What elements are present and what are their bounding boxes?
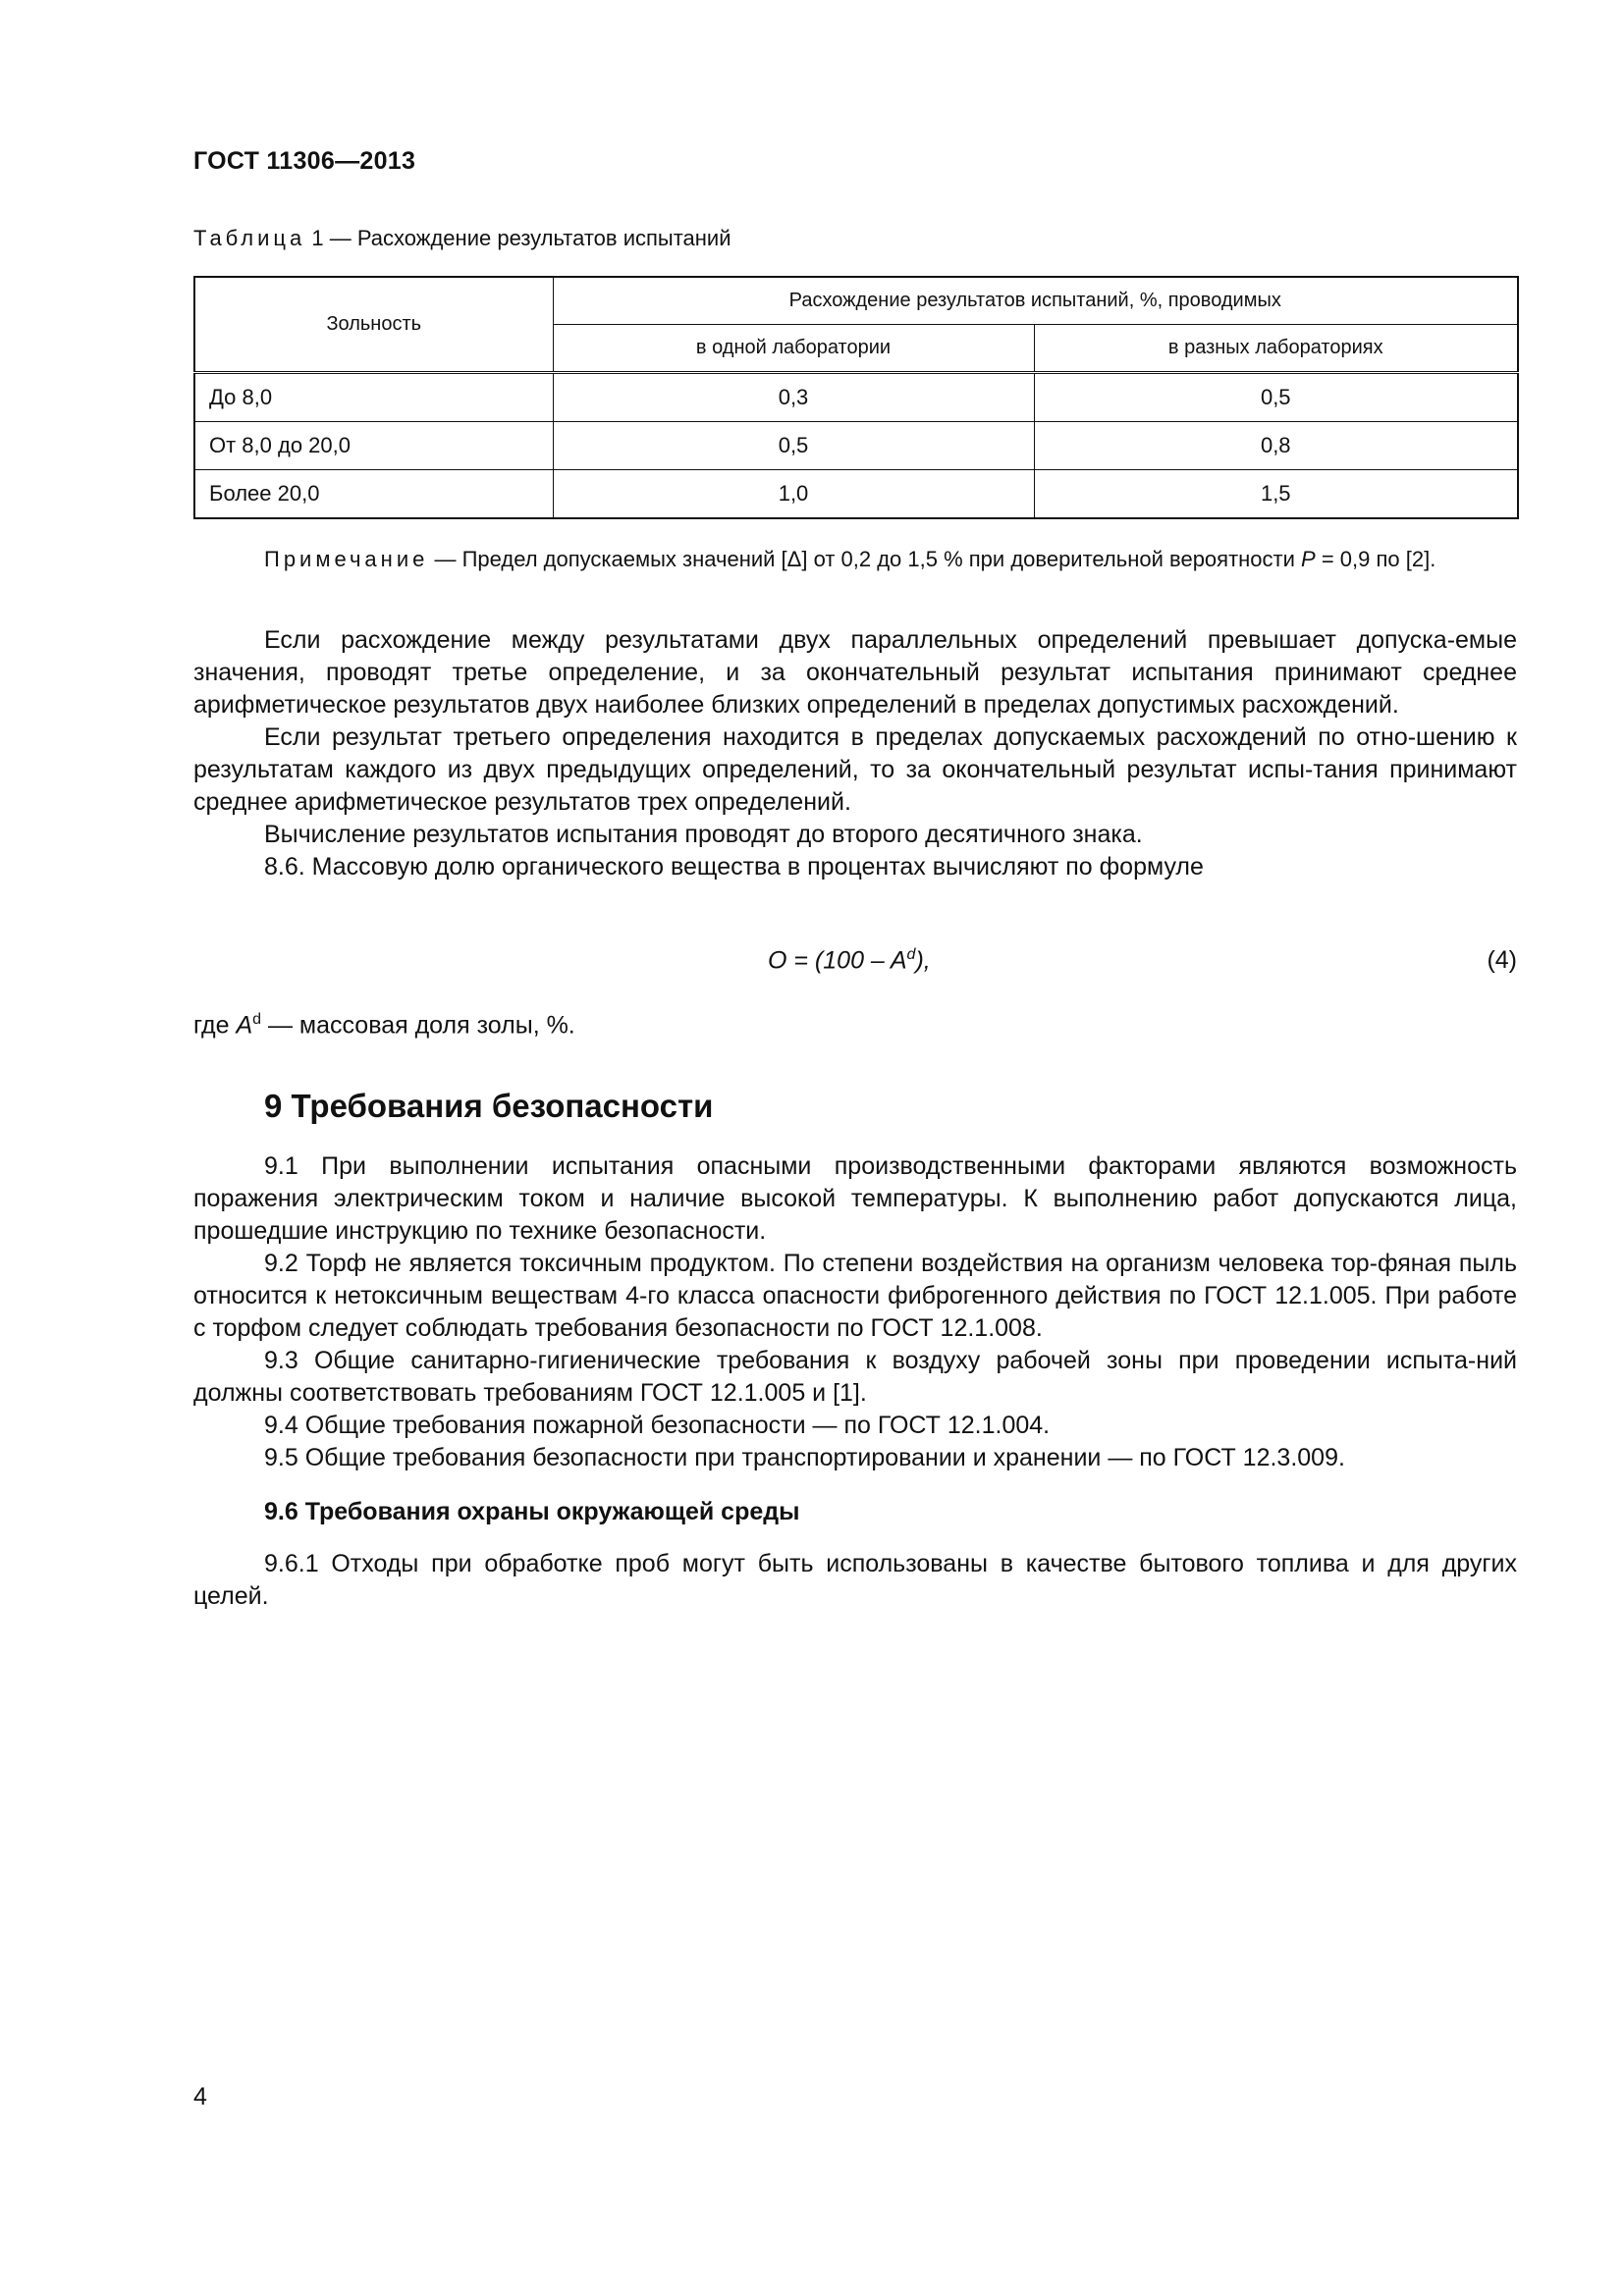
cell-ash: От 8,0 до 20,0 [194, 422, 553, 470]
formula-superscript: d [906, 946, 916, 963]
paragraph: Если расхождение между результатами двух параллельных определений превышает допуска-емые значения, проводят третье определение, и за окончательный результат испытания принимают среднее арифметическое результатов двух наиболее близких определений в пределах допустимых расхождений. [193, 626, 1517, 719]
legend-superscript: d [252, 1011, 262, 1028]
cell-different-labs: 1,5 [1034, 470, 1518, 519]
cell-one-lab: 0,5 [553, 422, 1034, 470]
header-different-labs: в разных лабораториях [1034, 325, 1518, 373]
document-header: ГОСТ 11306—2013 [193, 147, 416, 175]
table-note [193, 545, 1517, 574]
table-row [194, 373, 1518, 422]
table-caption-label: Таблица [193, 226, 306, 250]
paragraph: 9.6.1 Отходы при обработке проб могут быть использованы в качестве бытового топлива и для других целей. [193, 1550, 1517, 1610]
formula-main: O = (100 – A [768, 946, 907, 975]
legend-prefix: где [193, 1011, 237, 1040]
formula-tail: ), [915, 946, 931, 975]
header-discrepancy-group: Расхождение результатов испытаний, %, проводимых [553, 277, 1518, 325]
note-text-end: = 0,9 по [2]. [1315, 547, 1436, 571]
section-9-6-paragraphs [193, 1548, 1517, 1613]
paragraph: 9.5 Общие требования безопасности при транспортировании и хранении — по ГОСТ 12.3.009. [264, 1444, 1345, 1471]
paragraph: 9.1 При выполнении испытания опасными производственными факторами являются возможность поражения электрическим током и наличие высокой температуры. К выполнению работ допускаются лица, прошедшие инструкцию по технике безопасности. [193, 1152, 1517, 1245]
paragraph: 9.4 Общие требования пожарной безопасности — по ГОСТ 12.1.004. [264, 1412, 1051, 1439]
paragraph: 8.6. Массовую долю органического вещества в процентах вычисляют по формуле [264, 853, 1204, 881]
legend-text: — массовая доля золы, %. [261, 1011, 575, 1040]
note-p-symbol: P [1301, 547, 1316, 571]
formula-number: (4) [1487, 946, 1517, 974]
note-label: Примечание [264, 547, 429, 571]
cell-ash: До 8,0 [194, 373, 553, 422]
formula-row [193, 946, 1517, 982]
paragraph: 9.2 Торф не является токсичным продуктом. По степени воздействия на организм человека тор-фяная пыль относится к нетоксичным веществам 4-го класса опасности фиброгенного действия по ГОСТ 12.1.005. При работе с торфом следует соблюдать требования безопасности по ГОСТ 12.1.008. [193, 1250, 1517, 1342]
section-9-6-heading: 9.6 Требования охраны окружающей среды [264, 1498, 800, 1525]
discrepancy-table [193, 276, 1519, 519]
legend-symbol: A [236, 1011, 253, 1040]
section-9-heading: 9 Требования безопасности [264, 1088, 714, 1124]
cell-ash: Более 20,0 [194, 470, 553, 519]
table-row [194, 470, 1518, 519]
cell-one-lab: 0,3 [553, 373, 1034, 422]
page-number: 4 [193, 2083, 207, 2110]
cell-different-labs: 0,5 [1034, 373, 1518, 422]
table-row [194, 422, 1518, 470]
section-9-paragraphs [193, 1150, 1517, 1474]
cell-one-lab: 1,0 [553, 470, 1034, 519]
paragraph: Если результат третьего определения находится в пределах допускаемых расхождений по отно-шению к результатам каждого из двух предыдущих определений, то за окончательный результат испы-тания принимают среднее арифметическое результатов трех определений. [193, 723, 1517, 816]
note-text: — Предел допускаемых значений [Δ] от 0,2 до 1,5 % при доверительной вероятности [428, 547, 1295, 571]
formula [768, 946, 931, 975]
calculation-paragraphs [193, 624, 1517, 883]
header-one-lab: в одной лаборатории [553, 325, 1034, 373]
formula-legend [193, 1011, 575, 1040]
cell-different-labs: 0,8 [1034, 422, 1518, 470]
paragraph: Вычисление результатов испытания проводят до второго десятичного знака. [264, 821, 1143, 848]
table-caption-title: 1 — Расхождение результатов испытаний [305, 226, 731, 250]
paragraph: 9.3 Общие санитарно-гигиенические требования к воздуху рабочей зоны при проведении испыта-ний должны соответствовать требованиям ГОСТ 12.1.005 и [1]. [193, 1347, 1517, 1407]
header-ash: Зольность [194, 277, 553, 373]
table-caption [193, 226, 731, 251]
